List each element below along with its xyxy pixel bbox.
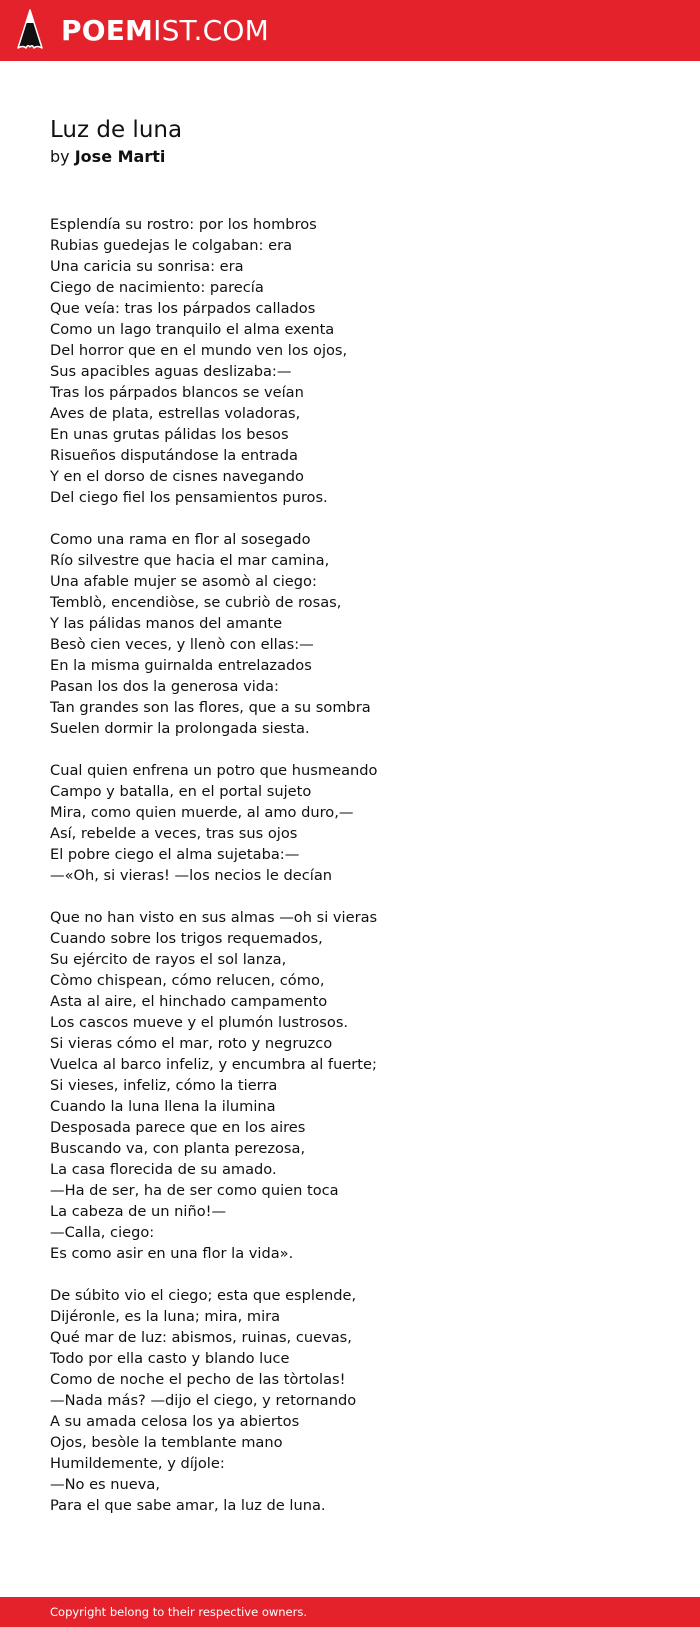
poem-line: De súbito vio el ciego; esta que esplende, xyxy=(50,1287,357,1304)
poem-line: Besò cien veces, y llenò con ellas:— xyxy=(50,636,314,653)
pencil-tip-icon xyxy=(17,9,43,52)
poem-line: Como de noche el pecho de las tòrtolas! xyxy=(50,1371,346,1388)
poem-line: Una caricia su sonrisa: era xyxy=(50,258,244,275)
poem-line: Tan grandes son las flores, que a su sombra xyxy=(50,699,371,716)
site-header xyxy=(0,0,700,61)
poem-line: Rubias guedejas le colgaban: era xyxy=(50,237,293,254)
poem-line: A su amada celosa los ya abiertos xyxy=(50,1413,300,1430)
site-logo-link[interactable] xyxy=(17,9,269,52)
poem-stanza xyxy=(50,529,650,739)
poem-line: Así, rebelde a veces, tras sus ojos xyxy=(50,825,298,842)
poem-line: Ojos, besòle la temblante mano xyxy=(50,1434,283,1451)
poem-content xyxy=(50,114,650,1537)
poem-line: —Nada más? —dijo el ciego, y retornando xyxy=(50,1392,357,1409)
poem-line: Y las pálidas manos del amante xyxy=(50,615,283,632)
poem-stanza xyxy=(50,907,650,1264)
poem-line: Desposada parece que en los aires xyxy=(50,1119,306,1136)
by-label: by xyxy=(50,147,70,166)
poem-line: Temblò, encendiòse, se cubriò de rosas, xyxy=(50,594,342,611)
poem-line: Su ejército de rayos el sol lanza, xyxy=(50,951,287,968)
poem-line: Si vieses, infeliz, cómo la tierra xyxy=(50,1077,278,1094)
poem-line: Tras los párpados blancos se veían xyxy=(50,384,304,401)
poem-line: Que veía: tras los párpados callados xyxy=(50,300,316,317)
poem-line: Asta al aire, el hinchado campamento xyxy=(50,993,328,1010)
poem-line: Cual quien enfrena un potro que husmeando xyxy=(50,762,378,779)
poem-line: Sus apacibles aguas deslizaba:— xyxy=(50,363,292,380)
poem-line: Del horror que en el mundo ven los ojos, xyxy=(50,342,348,359)
poem-line: Ciego de nacimiento: parecía xyxy=(50,279,264,296)
poem-line: Aves de plata, estrellas voladoras, xyxy=(50,405,301,422)
poem-line: Todo por ella casto y blando luce xyxy=(50,1350,290,1367)
poem-line: Del ciego fiel los pensamientos puros. xyxy=(50,489,328,506)
logo-text-bold: POEM xyxy=(61,14,154,47)
poem-line: Qué mar de luz: abismos, ruinas, cuevas, xyxy=(50,1329,352,1346)
poem-line: Como un lago tranquilo el alma exenta xyxy=(50,321,335,338)
poem-line: Suelen dormir la prolongada siesta. xyxy=(50,720,310,737)
poem-line: Como una rama en flor al sosegado xyxy=(50,531,311,548)
poem-line: Y en el dorso de cisnes navegando xyxy=(50,468,304,485)
poem-line: Esplendía su rostro: por los hombros xyxy=(50,216,317,233)
poem-stanza xyxy=(50,214,650,508)
poem-line: Buscando va, con planta perezosa, xyxy=(50,1140,306,1157)
footer-copyright: Copyright belong to their respective owners. xyxy=(50,1605,308,1619)
poem-line: —«Oh, si vieras! —los necios le decían xyxy=(50,867,333,884)
poem-body xyxy=(50,214,650,1516)
poem-line: Humildemente, y díjole: xyxy=(50,1455,225,1472)
site-footer xyxy=(0,1597,700,1627)
poem-line: Mira, como quien muerde, al amo duro,— xyxy=(50,804,354,821)
poem-line: Una afable mujer se asomò al ciego: xyxy=(50,573,317,590)
poem-line: La casa florecida de su amado. xyxy=(50,1161,277,1178)
poem-line: Dijéronle, es la luna; mira, mira xyxy=(50,1308,281,1325)
poem-line: —Ha de ser, ha de ser como quien toca xyxy=(50,1182,339,1199)
poem-line: Que no han visto en sus almas —oh si vieras xyxy=(50,909,378,926)
poem-line: —No es nueva, xyxy=(50,1476,160,1493)
poem-title: Luz de luna xyxy=(50,117,183,143)
poem-line: Río silvestre que hacia el mar camina, xyxy=(50,552,330,569)
poem-line: Los cascos mueve y el plumón lustrosos. xyxy=(50,1014,349,1031)
poem-line: Si vieras cómo el mar, roto y negruzco xyxy=(50,1035,333,1052)
poem-line: Es como asir en una flor la vida». xyxy=(50,1245,294,1262)
poem-author: Jose Marti xyxy=(74,147,166,166)
poem-line: Còmo chispean, cómo relucen, cómo, xyxy=(50,972,325,989)
poem-line: Campo y batalla, en el portal sujeto xyxy=(50,783,312,800)
poem-byline xyxy=(50,146,650,168)
poem-line: Cuando la luna llena la ilumina xyxy=(50,1098,276,1115)
poem-line: Para el que sabe amar, la luz de luna. xyxy=(50,1497,326,1514)
poem-line: Risueños disputándose la entrada xyxy=(50,447,298,464)
poem-line: La cabeza de un niño!— xyxy=(50,1203,227,1220)
poem-line: Pasan los dos la generosa vida: xyxy=(50,678,279,695)
poem-line: El pobre ciego el alma sujetaba:— xyxy=(50,846,300,863)
logo-text-light: IST.COM xyxy=(153,14,269,47)
poem-stanza xyxy=(50,760,650,886)
poem-line: Vuelca al barco infeliz, y encumbra al fuerte; xyxy=(50,1056,377,1073)
poem-line: En la misma guirnalda entrelazados xyxy=(50,657,312,674)
site-logo-text xyxy=(61,9,269,52)
poem-line: Cuando sobre los trigos requemados, xyxy=(50,930,323,947)
poem-line: En unas grutas pálidas los besos xyxy=(50,426,289,443)
poem-line: —Calla, ciego: xyxy=(50,1224,155,1241)
poem-stanza xyxy=(50,1285,650,1516)
